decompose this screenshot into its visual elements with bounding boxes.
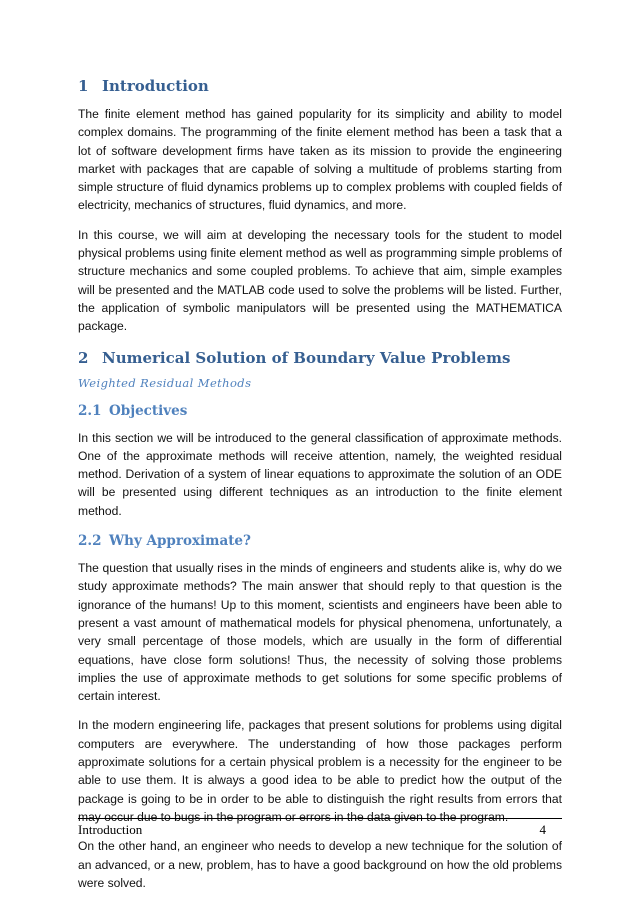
- section-heading-numerical-solution: [78, 348, 562, 368]
- paragraph: In the modern engineering life, packages that present solutions for problems using digital computers are everywhere. The understanding of how those packages perform approximate solutions for a certain physical problem is a necessity for the engineer to be able to use them. It is always a good idea to be able to predict how the output of the package is going to be in order to be able to distinguish the right results from errors that may occur due to bugs in the program or errors in the data given to the program.: [78, 718, 562, 824]
- subsection-number: 2.2: [78, 533, 102, 550]
- page-number: 4: [539, 822, 546, 837]
- paragraph: The finite element method has gained popularity for its simplicity and ability to model complex domains. The programming of the finite element method has been a task that a lot of software development firms have taken as its mission to provide the engineering market with packages that are capable of solving a multitude of problems starting from simple structure of fluid dynamics problems up to complex problems with coupled fields of electricity, mechanics of structures, fluid dynamics, and more.: [78, 107, 562, 213]
- section-number: 1: [78, 77, 89, 95]
- page-footer: [78, 818, 562, 838]
- subsection-title: Why Approximate?: [109, 533, 251, 550]
- section-number: 2: [78, 348, 89, 367]
- page-content: [78, 76, 562, 903]
- footer-label: Introduction: [78, 822, 143, 837]
- subsection-heading-why-approximate: [78, 532, 562, 550]
- subsection-number: 2.1: [78, 402, 102, 419]
- paragraph: In this section we will be introduced to the general classification of approximate methods. One of the approximate methods will receive attention, namely, the weighted residual method. Derivation of a system of linear equations to approximate the solution of an ODE will be presented using different techniques as an introduction to the finite element method.: [78, 430, 562, 518]
- paragraph: In this course, we will aim at developing the necessary tools for the student to model physical problems using finite element method as well as programming simple problems of structure mechanics and some coupled problems. To achieve that aim, simple examples will be presented and the MATLAB code used to solve the problems will be listed. Further, the application of symbolic manipulators will be presented using the MATHEMATICA package.: [78, 227, 562, 334]
- section-subtitle: Weighted Residual Methods: [78, 375, 252, 390]
- paragraph: On the other hand, an engineer who needs to develop a new technique for the solution of an advanced, or a new, problem, has to have a good background on how the old problems were solved.: [78, 839, 562, 890]
- subsection-title: Objectives: [109, 402, 188, 419]
- paragraph: The question that usually rises in the minds of engineers and students alike is, why do we study approximate methods? The main answer that should reply to that question is the ignorance of the humans! Up to this moment, scientists and engineers have been able to present a vast amount of mathematical models for physical phenomena, unfortunately, a very small percentage of those models, which are usually in the form of differential equations, have close form solutions! Thus, the necessity of solving those problems implies the use of approximate methods to get solutions for some specific problems of certain interest.: [78, 561, 562, 704]
- subsection-heading-objectives: [78, 402, 562, 420]
- section-title: Introduction: [102, 77, 209, 95]
- section-title: Numerical Solution of Boundary Value Problems: [102, 348, 511, 367]
- section-heading-introduction: [78, 76, 562, 96]
